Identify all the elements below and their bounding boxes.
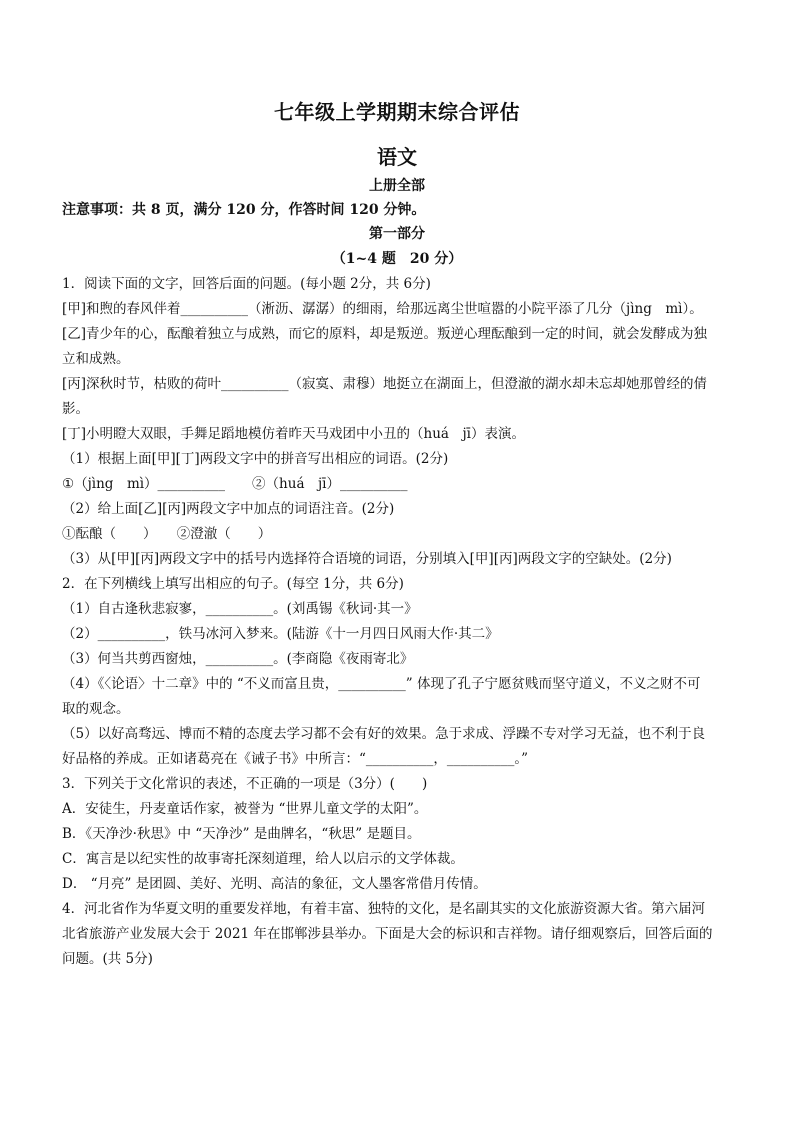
text-line: [甲]和煦的春风伴着__________（淅沥、潺潺）的细雨，给那远离尘世喧嚣的小院平添了几分（jìng mì）。 <box>62 301 703 317</box>
text-line: （1）根据上面[甲][丁]两段文字中的拼音写出相应的词语。(2分) <box>62 451 449 467</box>
text-line: C．寓言是以纪实性的故事寄托深刻道理，给人以启示的文学体裁。 <box>62 851 464 867</box>
text-line: （5）以好高骛远、博而不精的态度去学习都不会有好的效果。急于求成、浮躁不专对学习无益，也不利于良 <box>62 726 706 742</box>
scope-label: 上册全部 <box>369 178 425 194</box>
text-line: 取的观念。 <box>62 701 130 717</box>
text-line: （2）给上面[乙][丙]两段文字中加点的词语注音。(2分) <box>62 501 395 517</box>
text-line: [丁]小明瞪大双眼，手舞足蹈地模仿着昨天马戏团中小丑的（huá jī）表演。 <box>62 426 525 442</box>
text-line: （3）从[甲][丙]两段文字中的括号内选择符合语境的词语，分别填入[甲][丙]两段文字的空缺处。(2分) <box>62 551 672 567</box>
question-range: （1~4 题 20 分） <box>331 251 463 267</box>
text-line: 影。 <box>62 401 89 417</box>
text-line: 问题。(共 5分) <box>62 951 153 967</box>
part-heading: 第一部分 <box>369 226 425 242</box>
text-line: ①酝酿（ ） ②澄澈（ ） <box>62 526 272 542</box>
text-line: （2）__________，铁马冰河入梦来。(陆游《十一月四日风雨大作·其二》 <box>62 626 499 642</box>
text-line: 4．河北省作为华夏文明的重要发祥地，有着丰富、独特的文化，是名副其实的文化旅游资源大省。第六届河 <box>62 901 706 917</box>
subject-title: 语文 <box>377 145 417 169</box>
text-line: 好品格的养成。正如诸葛亮在《诫子书》中所言：“__________，__________。” <box>62 751 529 767</box>
notice-text: 注意事项：共 8 页，满分 120 分，作答时间 120 分钟。 <box>62 202 426 218</box>
question-body <box>62 272 732 972</box>
text-line: [丙]深秋时节，枯败的荷叶__________（寂寞、肃穆）地挺立在湖面上，但澄澈的湖水却未忘却她那曾经的倩 <box>62 376 708 392</box>
text-line: 1．阅读下面的文字，回答后面的问题。(每小题 2分，共 6分) <box>62 276 431 292</box>
text-line: [乙]青少年的心，酝酿着独立与成熟，而它的原料，却是叛逆。叛逆心理酝酿到一定的时间，就会发酵成为独 <box>62 326 708 342</box>
text-line: （1）自古逢秋悲寂寥，__________。(刘禹锡《秋词·其一》 <box>62 601 418 617</box>
exam-title: 七年级上学期期末综合评估 <box>274 100 520 124</box>
text-line: 2．在下列横线上填写出相应的句子。(每空 1分，共 6分) <box>62 576 404 592</box>
text-line: （4）《〈论语〉十二章》中的 “不义而富且贵，__________” 体现了孔子宁愿贫贱而坚守道义，不义之财不可 <box>62 676 701 692</box>
text-line: ①（jìng mì）__________ ②（huá jī）__________ <box>62 476 408 492</box>
text-line: （3）何当共剪西窗烛，__________。(李商隐《夜雨寄北》 <box>62 651 414 667</box>
text-line: A．安徒生，丹麦童话作家，被誉为 “世界儿童文学的太阳”。 <box>62 801 428 817</box>
text-line: 3．下列关于文化常识的表述，不正确的一项是（3分）( ) <box>62 776 428 792</box>
text-line: 立和成熟。 <box>62 351 130 367</box>
text-line: 北省旅游产业发展大会于 2021 年在邯郸涉县举办。下面是大会的标识和吉祥物。请仔细观察后，回答后面的 <box>62 926 713 942</box>
text-line: B．《天净沙·秋思》中 “天净沙” 是曲牌名，“秋思” 是题目。 <box>62 826 421 842</box>
text-line: D． “月亮” 是团圆、美好、光明、高洁的象征，文人墨客常借月传情。 <box>62 876 487 892</box>
